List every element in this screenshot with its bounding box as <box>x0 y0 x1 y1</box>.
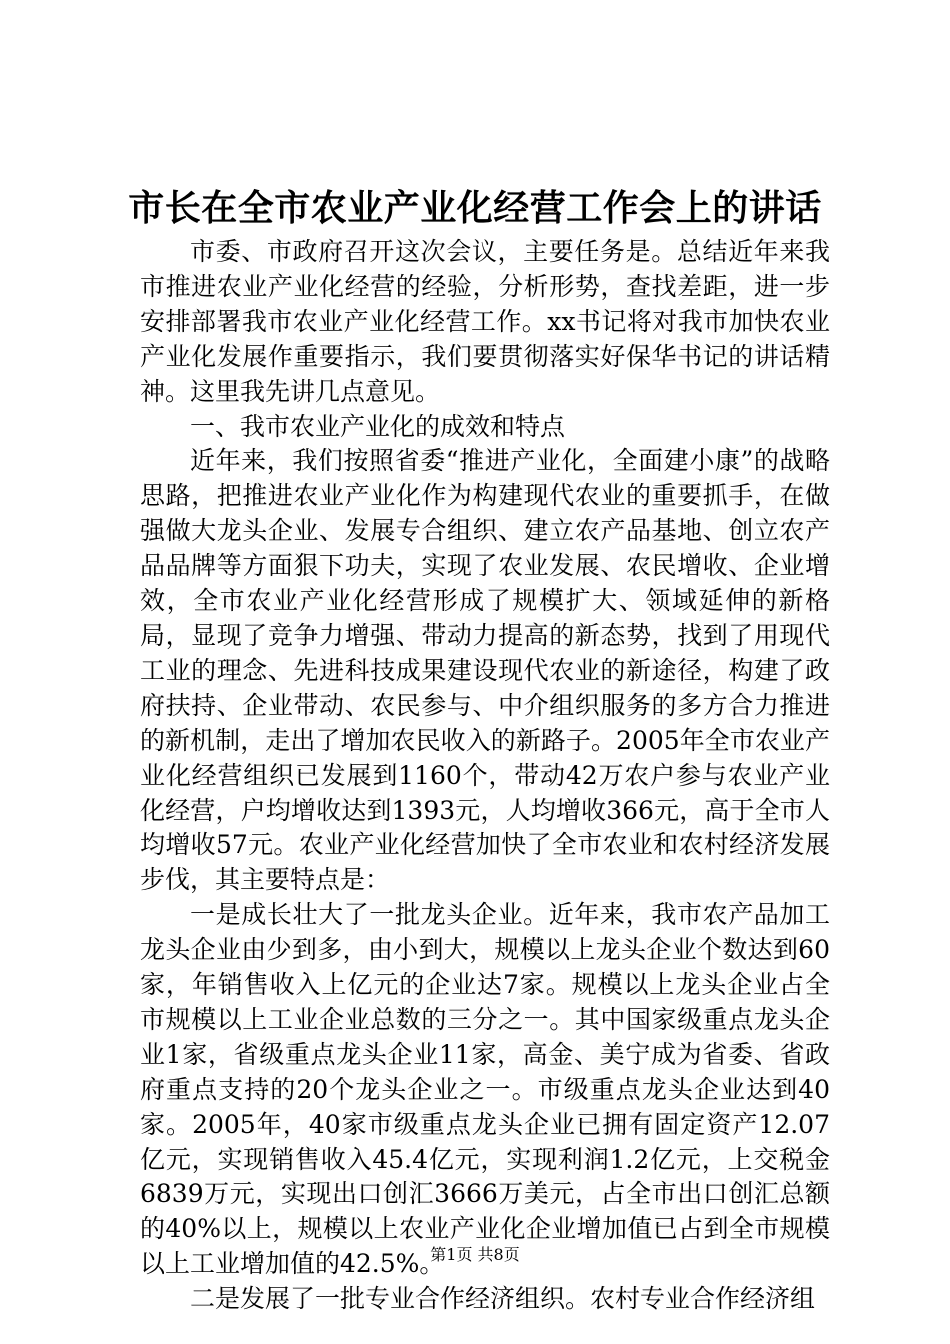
paragraph-feature-1: 一是成长壮大了一批龙头企业。近年来，我市农产品加工龙头企业由少到多，由小到大，规模以上龙头企业个数达到60家，年销售收入上亿元的企业达7家。规模以上龙头企业占全市规模以上工业企业总数的三分之一。其中国家级重点龙头企业1家，省级重点龙头企业11家，高金、美宁成为省委、省政府重点支持的20个龙头企业之一。市级重点龙头企业达到40家。2005年，40家市级重点龙头企业已拥有固定资产12.07亿元，实现销售收入45.4亿元，实现利润1.2亿元，上交税金6839万元，实现出口创汇3666万美元，占全市出口创汇总额的40%以上，规模以上农业产业化企业增加值已占到全市规模以上工业增加值的42.5%。 <box>140 900 830 1279</box>
paragraph-feature-2: 二是发展了一批专业合作经济组织。农村专业合作经济组 <box>190 1284 816 1314</box>
document-body <box>140 235 830 1317</box>
page-number-footer: 第1页 共8页 <box>430 1245 520 1264</box>
paragraph-intro: 市委、市政府召开这次会议，主要任务是。总结近年来我市推进农业产业化经营的经验，分析形势，查找差距，进一步安排部署我市农业产业化经营工作。xx书记将对我市加快农业产业化发展作重要指示，我们要贯彻落实好保华书记的讲话精神。这里我先讲几点意见。 <box>140 237 830 406</box>
document-title: 市长在全市农业产业化经营工作会上的讲话 <box>128 187 822 229</box>
paragraph-achievements: 近年来，我们按照省委“推进产业化，全面建小康”的战略思路，把推进农业产业化作为构建现代农业的重要抓手，在做强做大龙头企业、发展专合组织、建立农产品基地、创立农产品品牌等方面狠下功夫，实现了农业发展、农民增收、企业增效，全市农业产业化经营形成了规模扩大、领域延伸的新格局，显现了竞争力增强、带动力提高的新态势，找到了用现代工业的理念、先进科技成果建设现代农业的新途径，构建了政府扶持、企业带动、农民参与、中介组织服务的多方合力推进的新机制，走出了增加农民收入的新路子。2005年全市农业产业化经营组织已发展到1160个，带动42万农户参与农业产业化经营，户均增收达到1393元，人均增收366元，高于全市人均增收57元。农业产业化经营加快了全市农业和农村经济发展步伐，其主要特点是： <box>140 446 830 895</box>
section-heading-1: 一、我市农业产业化的成效和特点 <box>190 411 566 441</box>
